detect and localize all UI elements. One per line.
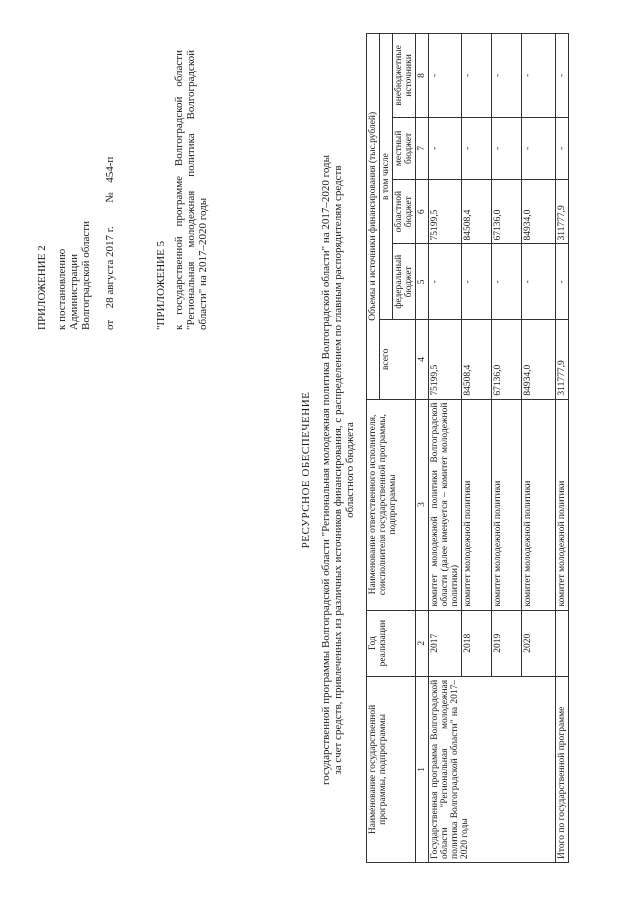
executor-cell: комитет молодежной политики xyxy=(462,399,492,610)
appendix-5-title: "ПРИЛОЖЕНИЕ 5 xyxy=(155,240,167,330)
appendix-5-block xyxy=(155,50,209,330)
regional-cell: 311777,9 xyxy=(556,179,569,244)
total-cell: 84508,4 xyxy=(462,320,492,399)
appendix-2-line: Волгоградской области xyxy=(80,221,92,330)
col-number: 4 xyxy=(416,320,429,399)
header-volumes: Объемы и источники финансирования (тыс.рублей) xyxy=(367,34,380,400)
regional-cell: 67136,0 xyxy=(492,179,522,244)
executor-cell: комитет молодежной политики xyxy=(522,399,556,610)
year-cell xyxy=(556,610,569,676)
appendix-2-line: Администрации xyxy=(68,253,80,330)
appendix-2-block xyxy=(36,157,116,330)
local-cell: - xyxy=(522,117,556,179)
heading-main: РЕСУРСНОЕ ОБЕСПЕЧЕНИЕ xyxy=(300,391,312,549)
table-row xyxy=(429,34,462,863)
year-cell: 2017 xyxy=(429,610,462,676)
executor-cell: комитет молодежной политики Волгоградской области (далее именуется – комитет молодежной политики) xyxy=(429,399,462,610)
resource-table xyxy=(366,33,569,863)
header-federal: федеральный бюджет xyxy=(393,244,416,320)
federal-cell: - xyxy=(429,244,462,320)
extra-cell: - xyxy=(492,34,522,118)
appendix-2-title: ПРИЛОЖЕНИЕ 2 xyxy=(36,245,48,330)
total-row xyxy=(556,34,569,863)
col-number: 1 xyxy=(416,676,429,862)
date-prefix: от xyxy=(104,319,116,330)
appendix-5-text: к государственной программе Волгоградской области "Региональная молодежная политика Волгоградской области" на 2017–2020 годы xyxy=(173,50,209,330)
header-including: в том числе xyxy=(380,34,393,320)
year-cell: 2020 xyxy=(522,610,556,676)
total-cell: 311777,9 xyxy=(556,320,569,399)
local-cell: - xyxy=(556,117,569,179)
column-number-row xyxy=(416,34,429,863)
regional-cell: 75199,5 xyxy=(429,179,462,244)
col-number: 5 xyxy=(416,244,429,320)
local-cell: - xyxy=(492,117,522,179)
number-label: № xyxy=(104,192,116,203)
program-name-cell: Государственная программа Волгоградской области "Региональная молодежная политика Волгоградской области" на 2017–2020 годы xyxy=(429,676,556,862)
header-year: Год реализации xyxy=(367,610,416,676)
col-number: 8 xyxy=(416,34,429,118)
total-label-cell: Итого по государственной программе xyxy=(556,676,569,862)
extra-cell: - xyxy=(462,34,492,118)
header-program: Наименование государственной программы, подпрограммы xyxy=(367,676,416,862)
heading-line: государственной программы Волгоградской области "Региональная молодежная политика Волгоградской области" на 2017–2020 годы xyxy=(320,154,332,786)
header-extra: внебюджетные источники xyxy=(393,34,416,118)
extra-cell: - xyxy=(429,34,462,118)
header-executor: Наименование ответственного исполнителя, соисполнителя государственной программы, подпрограммы xyxy=(367,399,416,610)
col-number: 3 xyxy=(416,399,429,610)
decree-date: 28 августа 2017 г. xyxy=(104,226,116,309)
regional-cell: 84934,0 xyxy=(522,179,556,244)
executor-cell: комитет молодежной политики xyxy=(492,399,522,610)
col-number: 6 xyxy=(416,179,429,244)
extra-cell: - xyxy=(556,34,569,118)
regional-cell: 84508,4 xyxy=(462,179,492,244)
federal-cell: - xyxy=(492,244,522,320)
col-number: 7 xyxy=(416,117,429,179)
appendix-2-line: к постановлению xyxy=(56,248,68,330)
heading-line: областного бюджета xyxy=(344,422,356,518)
executor-cell: комитет молодежной политики xyxy=(556,399,569,610)
extra-cell: - xyxy=(522,34,556,118)
decree-date-line xyxy=(104,157,116,330)
federal-cell: - xyxy=(556,244,569,320)
local-cell: - xyxy=(429,117,462,179)
local-cell: - xyxy=(462,117,492,179)
heading-line: за счет средств, привлеченных из различных источников финансирования, с распределением по главным распорядителям средств xyxy=(332,165,344,775)
year-cell: 2019 xyxy=(492,610,522,676)
header-regional: областной бюджет xyxy=(393,179,416,244)
header-total: всего xyxy=(380,320,416,399)
total-cell: 84934,0 xyxy=(522,320,556,399)
col-number: 2 xyxy=(416,610,429,676)
document-heading xyxy=(300,95,356,845)
year-cell: 2018 xyxy=(462,610,492,676)
header-local: местный бюджет xyxy=(393,117,416,179)
federal-cell: - xyxy=(522,244,556,320)
decree-number: 454-п xyxy=(104,156,116,183)
total-cell: 75199,5 xyxy=(429,320,462,399)
federal-cell: - xyxy=(462,244,492,320)
total-cell: 67136,0 xyxy=(492,320,522,399)
